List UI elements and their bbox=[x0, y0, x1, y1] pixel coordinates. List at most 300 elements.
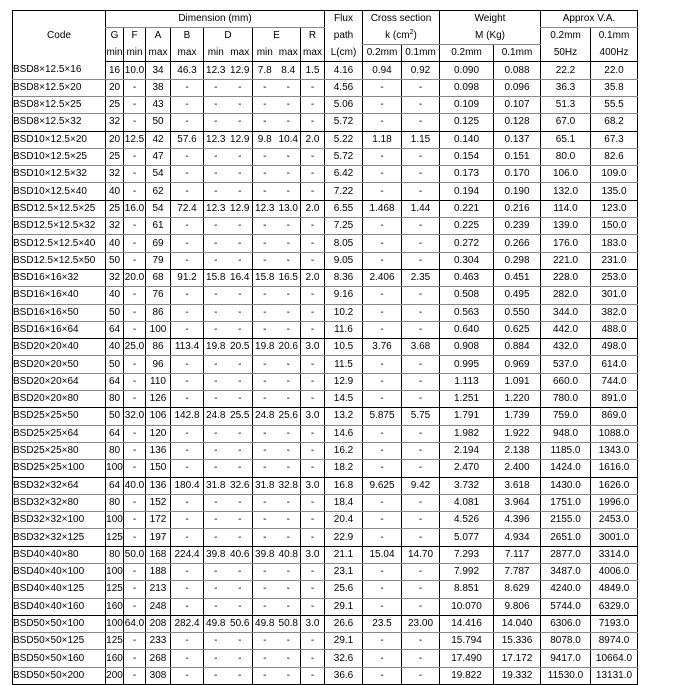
emax-cell: - bbox=[277, 321, 301, 338]
table-row bbox=[13, 529, 638, 546]
dmax-cell: - bbox=[228, 598, 253, 615]
k02-cell: - bbox=[363, 218, 402, 235]
a-cell: 152 bbox=[146, 494, 171, 511]
a-cell: 42 bbox=[146, 131, 171, 148]
va400-cell: 123.0 bbox=[591, 200, 638, 217]
dmax-cell: 32.6 bbox=[228, 477, 253, 494]
m02-cell: 7.992 bbox=[440, 564, 494, 581]
code-cell: BSD10×12.5×25 bbox=[13, 148, 106, 165]
m02-cell: 0.109 bbox=[440, 96, 494, 113]
header-va: Approx V.A. bbox=[541, 11, 638, 28]
header-flux-3: L(cm) bbox=[325, 45, 363, 62]
r-cell: 3.0 bbox=[301, 477, 325, 494]
emin-cell: - bbox=[253, 650, 277, 667]
f-cell: - bbox=[124, 235, 146, 252]
m01-cell: 8.629 bbox=[494, 581, 541, 598]
m02-cell: 0.304 bbox=[440, 252, 494, 269]
a-cell: 34 bbox=[146, 62, 171, 79]
code-cell: BSD40×40×125 bbox=[13, 581, 106, 598]
a-cell: 76 bbox=[146, 287, 171, 304]
f-cell: 40.0 bbox=[124, 477, 146, 494]
header-code: Code bbox=[13, 11, 106, 62]
k02-cell: 9.625 bbox=[363, 477, 402, 494]
emax-cell: - bbox=[277, 425, 301, 442]
dmax-cell: 25.5 bbox=[228, 408, 253, 425]
r-cell: - bbox=[301, 581, 325, 598]
a-cell: 188 bbox=[146, 564, 171, 581]
a-cell: 96 bbox=[146, 356, 171, 373]
m01-cell: 0.298 bbox=[494, 252, 541, 269]
g-cell: 160 bbox=[106, 650, 124, 667]
table-row bbox=[13, 252, 638, 269]
va400-cell: 4006.0 bbox=[591, 564, 638, 581]
k01-cell: - bbox=[402, 321, 440, 338]
code-cell: BSD16×16×40 bbox=[13, 287, 106, 304]
flux-cell: 9.16 bbox=[325, 287, 363, 304]
dmax-cell: - bbox=[228, 391, 253, 408]
g-cell: 125 bbox=[106, 633, 124, 650]
emax-cell: 32.8 bbox=[277, 477, 301, 494]
r-cell: - bbox=[301, 287, 325, 304]
k02-cell: - bbox=[363, 304, 402, 321]
code-cell: BSD8×12.5×32 bbox=[13, 114, 106, 131]
table-row bbox=[13, 304, 638, 321]
va400-cell: 231.0 bbox=[591, 252, 638, 269]
dmax-cell: 50.6 bbox=[228, 615, 253, 632]
emin-cell: 31.8 bbox=[253, 477, 277, 494]
va50-cell: 2877.0 bbox=[541, 546, 591, 563]
k02-cell: - bbox=[363, 287, 402, 304]
f-cell: - bbox=[124, 442, 146, 459]
m01-cell: 2.138 bbox=[494, 442, 541, 459]
header-thickness-1: 0.2mm bbox=[541, 28, 591, 45]
code-cell: BSD50×50×125 bbox=[13, 633, 106, 650]
emin-cell: - bbox=[253, 166, 277, 183]
a-cell: 168 bbox=[146, 546, 171, 563]
g-cell: 100 bbox=[106, 460, 124, 477]
g-cell: 64 bbox=[106, 477, 124, 494]
k01-cell: - bbox=[402, 148, 440, 165]
emin-cell: 49.8 bbox=[253, 615, 277, 632]
f-cell: 12.5 bbox=[124, 131, 146, 148]
b-cell: 282.4 bbox=[171, 615, 204, 632]
flux-cell: 6.42 bbox=[325, 166, 363, 183]
emax-cell: - bbox=[277, 564, 301, 581]
a-cell: 68 bbox=[146, 269, 171, 286]
g-cell: 160 bbox=[106, 598, 124, 615]
code-cell: BSD20×20×80 bbox=[13, 391, 106, 408]
r-cell: - bbox=[301, 218, 325, 235]
r-cell: - bbox=[301, 114, 325, 131]
m01-cell: 7.117 bbox=[494, 546, 541, 563]
r-cell: - bbox=[301, 235, 325, 252]
dmin-cell: - bbox=[204, 287, 228, 304]
b-cell: - bbox=[171, 391, 204, 408]
header-freq-1: 50Hz bbox=[541, 45, 591, 62]
code-cell: BSD10×12.5×40 bbox=[13, 183, 106, 200]
a-cell: 120 bbox=[146, 425, 171, 442]
m02-cell: 2.194 bbox=[440, 442, 494, 459]
emax-cell: - bbox=[277, 581, 301, 598]
table-row bbox=[13, 79, 638, 96]
a-cell: 208 bbox=[146, 615, 171, 632]
dmax-cell: - bbox=[228, 442, 253, 459]
k01-cell: - bbox=[402, 494, 440, 511]
emin-cell: - bbox=[253, 667, 277, 684]
k02-cell: - bbox=[363, 650, 402, 667]
va50-cell: 8078.0 bbox=[541, 633, 591, 650]
flux-cell: 9.05 bbox=[325, 252, 363, 269]
table-row bbox=[13, 269, 638, 286]
g-cell: 50 bbox=[106, 304, 124, 321]
r-cell: - bbox=[301, 148, 325, 165]
code-cell: BSD8×12.5×20 bbox=[13, 79, 106, 96]
dmin-cell: - bbox=[204, 442, 228, 459]
m01-cell: 0.088 bbox=[494, 62, 541, 79]
a-cell: 172 bbox=[146, 512, 171, 529]
r-cell: - bbox=[301, 425, 325, 442]
m01-cell: 0.625 bbox=[494, 321, 541, 338]
k02-cell: - bbox=[363, 442, 402, 459]
k01-cell: - bbox=[402, 304, 440, 321]
table-row bbox=[13, 373, 638, 390]
flux-cell: 25.6 bbox=[325, 581, 363, 598]
dmin-cell: - bbox=[204, 529, 228, 546]
m02-cell: 0.194 bbox=[440, 183, 494, 200]
m01-cell: 9.806 bbox=[494, 598, 541, 615]
k01-cell: 9.42 bbox=[402, 477, 440, 494]
table-row bbox=[13, 235, 638, 252]
a-cell: 43 bbox=[146, 96, 171, 113]
r-cell: - bbox=[301, 564, 325, 581]
m01-cell: 0.550 bbox=[494, 304, 541, 321]
code-cell: BSD12.5×12.5×50 bbox=[13, 252, 106, 269]
va400-cell: 8974.0 bbox=[591, 633, 638, 650]
dmin-cell: - bbox=[204, 252, 228, 269]
header-sub-dmin: min bbox=[204, 45, 228, 62]
emax-cell: - bbox=[277, 529, 301, 546]
r-cell: 1.5 bbox=[301, 62, 325, 79]
m01-cell: 3.964 bbox=[494, 494, 541, 511]
header-sub-f: min bbox=[124, 45, 146, 62]
dmin-cell: - bbox=[204, 460, 228, 477]
f-cell: - bbox=[124, 512, 146, 529]
m01-cell: 0.239 bbox=[494, 218, 541, 235]
m01-cell: 14.040 bbox=[494, 615, 541, 632]
k02-cell: - bbox=[363, 667, 402, 684]
flux-cell: 32.6 bbox=[325, 650, 363, 667]
r-cell: - bbox=[301, 96, 325, 113]
k01-cell: - bbox=[402, 667, 440, 684]
g-cell: 40 bbox=[106, 235, 124, 252]
b-cell: - bbox=[171, 235, 204, 252]
f-cell: - bbox=[124, 460, 146, 477]
va50-cell: 67.0 bbox=[541, 114, 591, 131]
b-cell: - bbox=[171, 148, 204, 165]
table-row bbox=[13, 494, 638, 511]
flux-cell: 21.1 bbox=[325, 546, 363, 563]
table-row bbox=[13, 148, 638, 165]
flux-cell: 4.56 bbox=[325, 79, 363, 96]
emax-cell: - bbox=[277, 442, 301, 459]
k02-cell: - bbox=[363, 96, 402, 113]
m02-cell: 0.125 bbox=[440, 114, 494, 131]
va50-cell: 106.0 bbox=[541, 166, 591, 183]
table-row bbox=[13, 321, 638, 338]
m01-cell: 0.170 bbox=[494, 166, 541, 183]
flux-cell: 7.25 bbox=[325, 218, 363, 235]
r-cell: 2.0 bbox=[301, 269, 325, 286]
g-cell: 32 bbox=[106, 166, 124, 183]
a-cell: 47 bbox=[146, 148, 171, 165]
r-cell: - bbox=[301, 391, 325, 408]
dmin-cell: - bbox=[204, 356, 228, 373]
dmin-cell: 31.8 bbox=[204, 477, 228, 494]
emax-cell: - bbox=[277, 391, 301, 408]
emax-cell: 10.4 bbox=[277, 131, 301, 148]
g-cell: 25 bbox=[106, 148, 124, 165]
code-cell: BSD20×20×40 bbox=[13, 339, 106, 356]
k01-cell: - bbox=[402, 166, 440, 183]
a-cell: 54 bbox=[146, 200, 171, 217]
va400-cell: 10664.0 bbox=[591, 650, 638, 667]
r-cell: - bbox=[301, 252, 325, 269]
m02-cell: 1.982 bbox=[440, 425, 494, 442]
dmin-cell: 39.8 bbox=[204, 546, 228, 563]
dmax-cell: - bbox=[228, 79, 253, 96]
emin-cell: - bbox=[253, 321, 277, 338]
k01-cell: - bbox=[402, 650, 440, 667]
header-weight: Weight bbox=[440, 11, 541, 28]
g-cell: 64 bbox=[106, 321, 124, 338]
emax-cell: - bbox=[277, 148, 301, 165]
code-cell: BSD40×40×100 bbox=[13, 564, 106, 581]
header-k-thickness-2: 0.1mm bbox=[402, 45, 440, 62]
m02-cell: 0.098 bbox=[440, 79, 494, 96]
k02-cell: - bbox=[363, 235, 402, 252]
va50-cell: 432.0 bbox=[541, 339, 591, 356]
emin-cell: - bbox=[253, 235, 277, 252]
core-spec-table bbox=[12, 10, 638, 685]
k01-cell: - bbox=[402, 252, 440, 269]
va50-cell: 221.0 bbox=[541, 252, 591, 269]
k02-cell: - bbox=[363, 166, 402, 183]
emin-cell: - bbox=[253, 529, 277, 546]
dmin-cell: - bbox=[204, 304, 228, 321]
dmin-cell: 24.8 bbox=[204, 408, 228, 425]
emax-cell: - bbox=[277, 512, 301, 529]
code-cell: BSD25×25×64 bbox=[13, 425, 106, 442]
b-cell: - bbox=[171, 96, 204, 113]
table-row bbox=[13, 460, 638, 477]
emax-cell: - bbox=[277, 252, 301, 269]
va400-cell: 6329.0 bbox=[591, 598, 638, 615]
va400-cell: 68.2 bbox=[591, 114, 638, 131]
k01-cell: 5.75 bbox=[402, 408, 440, 425]
dmax-cell: - bbox=[228, 166, 253, 183]
k01-cell: 1.44 bbox=[402, 200, 440, 217]
dmax-cell: - bbox=[228, 148, 253, 165]
table-row bbox=[13, 442, 638, 459]
b-cell: - bbox=[171, 564, 204, 581]
va400-cell: 1088.0 bbox=[591, 425, 638, 442]
r-cell: 2.0 bbox=[301, 200, 325, 217]
m01-cell: 15.336 bbox=[494, 633, 541, 650]
emin-cell: - bbox=[253, 391, 277, 408]
m01-cell: 0.190 bbox=[494, 183, 541, 200]
a-cell: 100 bbox=[146, 321, 171, 338]
f-cell: 50.0 bbox=[124, 546, 146, 563]
k02-cell: 1.18 bbox=[363, 131, 402, 148]
a-cell: 54 bbox=[146, 166, 171, 183]
flux-cell: 5.06 bbox=[325, 96, 363, 113]
a-cell: 136 bbox=[146, 442, 171, 459]
table-row bbox=[13, 356, 638, 373]
m01-cell: 17.172 bbox=[494, 650, 541, 667]
va50-cell: 1185.0 bbox=[541, 442, 591, 459]
a-cell: 136 bbox=[146, 477, 171, 494]
k01-cell: 0.92 bbox=[402, 62, 440, 79]
b-cell: - bbox=[171, 114, 204, 131]
f-cell: - bbox=[124, 650, 146, 667]
m02-cell: 1.251 bbox=[440, 391, 494, 408]
k01-cell: - bbox=[402, 235, 440, 252]
k01-cell: - bbox=[402, 529, 440, 546]
a-cell: 197 bbox=[146, 529, 171, 546]
m01-cell: 3.618 bbox=[494, 477, 541, 494]
b-cell: - bbox=[171, 183, 204, 200]
emin-cell: - bbox=[253, 148, 277, 165]
emin-cell: - bbox=[253, 114, 277, 131]
f-cell: - bbox=[124, 148, 146, 165]
m01-cell: 2.400 bbox=[494, 460, 541, 477]
k02-cell: - bbox=[363, 321, 402, 338]
table-row bbox=[13, 477, 638, 494]
table-row bbox=[13, 546, 638, 563]
m02-cell: 5.077 bbox=[440, 529, 494, 546]
code-cell: BSD32×32×80 bbox=[13, 494, 106, 511]
k02-cell: 1.468 bbox=[363, 200, 402, 217]
flux-cell: 16.2 bbox=[325, 442, 363, 459]
k01-cell: - bbox=[402, 598, 440, 615]
header-dimension: Dimension (mm) bbox=[106, 11, 325, 28]
dmax-cell: - bbox=[228, 321, 253, 338]
m01-cell: 0.151 bbox=[494, 148, 541, 165]
table-row bbox=[13, 339, 638, 356]
flux-cell: 4.16 bbox=[325, 62, 363, 79]
b-cell: - bbox=[171, 667, 204, 684]
header-dim-g: G bbox=[106, 28, 124, 45]
va50-cell: 11530.0 bbox=[541, 667, 591, 684]
header-dim-d: D bbox=[204, 28, 253, 45]
va50-cell: 114.0 bbox=[541, 200, 591, 217]
header-dim-f: F bbox=[124, 28, 146, 45]
k02-cell: - bbox=[363, 460, 402, 477]
va400-cell: 67.3 bbox=[591, 131, 638, 148]
r-cell: - bbox=[301, 442, 325, 459]
g-cell: 80 bbox=[106, 494, 124, 511]
flux-cell: 36.6 bbox=[325, 667, 363, 684]
k02-cell: - bbox=[363, 494, 402, 511]
g-cell: 20 bbox=[106, 131, 124, 148]
a-cell: 126 bbox=[146, 391, 171, 408]
va400-cell: 1616.0 bbox=[591, 460, 638, 477]
m02-cell: 0.090 bbox=[440, 62, 494, 79]
va50-cell: 660.0 bbox=[541, 373, 591, 390]
dmin-cell: - bbox=[204, 512, 228, 529]
r-cell: - bbox=[301, 512, 325, 529]
va50-cell: 1424.0 bbox=[541, 460, 591, 477]
flux-cell: 8.05 bbox=[325, 235, 363, 252]
code-cell: BSD50×50×100 bbox=[13, 615, 106, 632]
flux-cell: 29.1 bbox=[325, 598, 363, 615]
emax-cell: - bbox=[277, 667, 301, 684]
g-cell: 20 bbox=[106, 79, 124, 96]
code-cell: BSD12.5×12.5×25 bbox=[13, 200, 106, 217]
header-flux-2: path bbox=[325, 28, 363, 45]
emax-cell: - bbox=[277, 287, 301, 304]
header-sub-b: max bbox=[171, 45, 204, 62]
dmax-cell: - bbox=[228, 252, 253, 269]
a-cell: 150 bbox=[146, 460, 171, 477]
m02-cell: 0.640 bbox=[440, 321, 494, 338]
g-cell: 64 bbox=[106, 373, 124, 390]
table-row bbox=[13, 131, 638, 148]
b-cell: - bbox=[171, 633, 204, 650]
r-cell: - bbox=[301, 166, 325, 183]
dmax-cell: 12.9 bbox=[228, 200, 253, 217]
va50-cell: 228.0 bbox=[541, 269, 591, 286]
va50-cell: 2155.0 bbox=[541, 512, 591, 529]
emax-cell: 8.4 bbox=[277, 62, 301, 79]
header-freq-2: 400Hz bbox=[591, 45, 638, 62]
m01-cell: 0.969 bbox=[494, 356, 541, 373]
k02-cell: - bbox=[363, 581, 402, 598]
va50-cell: 51.3 bbox=[541, 96, 591, 113]
table-row bbox=[13, 615, 638, 632]
b-cell: - bbox=[171, 460, 204, 477]
emax-cell: - bbox=[277, 79, 301, 96]
code-cell: BSD25×25×50 bbox=[13, 408, 106, 425]
emax-cell: - bbox=[277, 218, 301, 235]
dmin-cell: - bbox=[204, 235, 228, 252]
b-cell: - bbox=[171, 79, 204, 96]
header-dim-e: E bbox=[253, 28, 301, 45]
f-cell: - bbox=[124, 218, 146, 235]
emax-cell: - bbox=[277, 494, 301, 511]
m01-cell: 7.787 bbox=[494, 564, 541, 581]
va400-cell: 109.0 bbox=[591, 166, 638, 183]
b-cell: - bbox=[171, 425, 204, 442]
r-cell: - bbox=[301, 633, 325, 650]
table-row bbox=[13, 581, 638, 598]
m02-cell: 0.563 bbox=[440, 304, 494, 321]
header-dim-a: A bbox=[146, 28, 171, 45]
flux-cell: 10.2 bbox=[325, 304, 363, 321]
k01-cell: - bbox=[402, 460, 440, 477]
emin-cell: - bbox=[253, 425, 277, 442]
k01-cell: - bbox=[402, 79, 440, 96]
a-cell: 69 bbox=[146, 235, 171, 252]
va400-cell: 1626.0 bbox=[591, 477, 638, 494]
f-cell: - bbox=[124, 391, 146, 408]
va50-cell: 344.0 bbox=[541, 304, 591, 321]
k02-cell: - bbox=[363, 79, 402, 96]
header-m-thickness-2: 0.1mm bbox=[494, 45, 541, 62]
m01-cell: 0.107 bbox=[494, 96, 541, 113]
emax-cell: - bbox=[277, 166, 301, 183]
f-cell: - bbox=[124, 564, 146, 581]
